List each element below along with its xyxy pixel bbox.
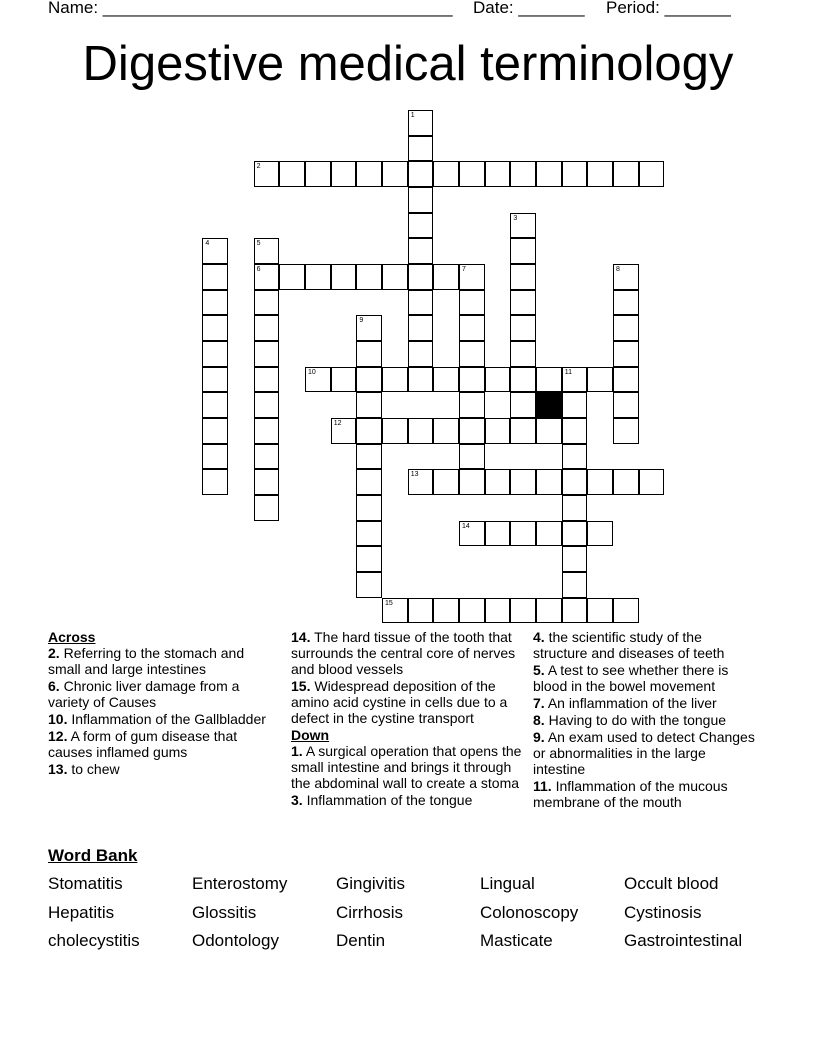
- crossword-cell[interactable]: [562, 598, 588, 624]
- black-square: [536, 392, 562, 418]
- crossword-cell[interactable]: [202, 315, 228, 341]
- clue-number: 7: [462, 266, 466, 274]
- clue-number: 8: [616, 266, 620, 274]
- word-bank-word: Colonoscopy: [480, 903, 579, 922]
- crossword-cell[interactable]: [459, 367, 485, 393]
- crossword-cell[interactable]: [536, 598, 562, 624]
- crossword-cell[interactable]: [356, 341, 382, 367]
- crossword-cell[interactable]: [510, 238, 536, 264]
- clue-down-3: 3. Inflammation of the tongue: [291, 792, 473, 808]
- crossword-cell[interactable]: [408, 341, 434, 367]
- crossword-cell[interactable]: [279, 264, 305, 290]
- crossword-cell[interactable]: [510, 341, 536, 367]
- clue-down-7: 7. An inflammation of the liver: [533, 695, 717, 711]
- crossword-cell[interactable]: [485, 521, 511, 547]
- crossword-cell[interactable]: [356, 521, 382, 547]
- crossword-cell[interactable]: [510, 315, 536, 341]
- clue-number: 13: [410, 471, 419, 479]
- crossword-cell[interactable]: [254, 341, 280, 367]
- crossword-cell[interactable]: [202, 392, 228, 418]
- word-bank-word: Enterostomy: [192, 874, 288, 893]
- crossword-cell[interactable]: [639, 161, 665, 187]
- word-bank-word: Stomatitis: [48, 874, 123, 893]
- crossword-cell[interactable]: [587, 469, 613, 495]
- clue-number: 6: [256, 266, 261, 274]
- crossword-cell[interactable]: [408, 213, 434, 239]
- crossword-cell[interactable]: [459, 598, 485, 624]
- crossword-cell[interactable]: [254, 238, 280, 264]
- crossword-cell[interactable]: [254, 264, 280, 290]
- page-title: Digestive medical terminology: [82, 37, 734, 91]
- crossword-cell[interactable]: [356, 161, 382, 187]
- word-bank-word: Cirrhosis: [336, 903, 404, 922]
- crossword-cell[interactable]: [382, 418, 408, 444]
- crossword-cell[interactable]: [305, 367, 331, 393]
- clue-down-1: 1. A surgical operation that opens the small intestine and brings it through the abdominal wall to create a stoma: [291, 743, 522, 791]
- crossword-cell[interactable]: [382, 161, 408, 187]
- clue-across-6: 6. Chronic liver damage from a variety of Causes: [48, 678, 240, 710]
- crossword-cell[interactable]: [331, 418, 357, 444]
- word-bank-word: Glossitis: [192, 903, 257, 922]
- clue-across-15: 15. Widespread deposition of the amino acid cystine in cells due to a defect in the cystine transport: [291, 678, 508, 726]
- crossword-cell[interactable]: [562, 469, 588, 495]
- crossword-cell[interactable]: [254, 315, 280, 341]
- crossword-cell[interactable]: [613, 469, 639, 495]
- crossword-cell[interactable]: [459, 469, 485, 495]
- word-bank-word: Odontology: [192, 931, 279, 950]
- word-bank-word: Occult blood: [624, 874, 719, 893]
- crossword-cell[interactable]: [562, 367, 588, 393]
- crossword-cell[interactable]: [382, 598, 408, 624]
- crossword-cell[interactable]: [408, 469, 434, 495]
- crossword-cell[interactable]: [356, 444, 382, 470]
- crossword-cell[interactable]: [433, 418, 459, 444]
- clue-number: 2: [256, 163, 261, 171]
- crossword-cell[interactable]: [536, 367, 562, 393]
- crossword-cell[interactable]: [331, 264, 357, 290]
- crossword-cell[interactable]: [459, 161, 485, 187]
- crossword-cell[interactable]: [587, 367, 613, 393]
- crossword-cell[interactable]: [613, 367, 639, 393]
- crossword-cell[interactable]: [485, 418, 511, 444]
- crossword-cell[interactable]: [562, 495, 588, 521]
- crossword-cell[interactable]: [356, 572, 382, 598]
- crossword-cell[interactable]: [433, 367, 459, 393]
- name-field-label[interactable]: Name: _____________________________________: [48, 0, 453, 17]
- crossword-cell[interactable]: [459, 392, 485, 418]
- crossword-cell[interactable]: [459, 418, 485, 444]
- crossword-cell[interactable]: [510, 161, 536, 187]
- crossword-cell[interactable]: [382, 367, 408, 393]
- crossword-cell[interactable]: [254, 367, 280, 393]
- crossword-cell[interactable]: [613, 315, 639, 341]
- crossword-cell[interactable]: [510, 290, 536, 316]
- word-bank-word: cholecystitis: [48, 931, 140, 950]
- crossword-cell[interactable]: [562, 161, 588, 187]
- crossword-cell[interactable]: [613, 161, 639, 187]
- crossword-cell[interactable]: [485, 469, 511, 495]
- crossword-cell[interactable]: [408, 187, 434, 213]
- word-bank-word: Cystinosis: [624, 903, 702, 922]
- crossword-cell[interactable]: [254, 444, 280, 470]
- period-field-label[interactable]: Period: _______: [606, 0, 731, 17]
- clues-column-3: [533, 629, 758, 811]
- crossword-cell[interactable]: [613, 341, 639, 367]
- crossword-cell[interactable]: [254, 418, 280, 444]
- clue-number: 1: [410, 112, 415, 119]
- crossword-cell[interactable]: [356, 367, 382, 393]
- clues-column-2: [291, 629, 523, 809]
- crossword-cell[interactable]: [562, 521, 588, 547]
- crossword-cell[interactable]: [459, 264, 485, 290]
- word-bank-title: Word Bank: [48, 846, 138, 865]
- crossword-cell[interactable]: [202, 264, 228, 290]
- clue-number: 5: [256, 240, 261, 248]
- clues-column-1: [48, 629, 270, 778]
- crossword-cell[interactable]: [433, 161, 459, 187]
- crossword-cell[interactable]: [587, 521, 613, 547]
- clue-across-14: 14. The hard tissue of the tooth that surrounds the central core of nerves and blood vessels: [291, 629, 516, 677]
- down-heading: Down: [291, 727, 330, 743]
- across-heading: Across: [48, 629, 96, 645]
- crossword-cell[interactable]: [356, 264, 382, 290]
- crossword-cell[interactable]: [510, 264, 536, 290]
- crossword-cell[interactable]: [202, 367, 228, 393]
- crossword-cell[interactable]: [510, 367, 536, 393]
- crossword-cell[interactable]: [305, 264, 331, 290]
- crossword-cell[interactable]: [254, 290, 280, 316]
- crossword-cell[interactable]: [536, 521, 562, 547]
- crossword-cell[interactable]: [408, 238, 434, 264]
- crossword-cell[interactable]: [331, 367, 357, 393]
- clue-across-10: 10. Inflammation of the Gallbladder: [48, 711, 266, 727]
- crossword-cell[interactable]: [408, 598, 434, 624]
- crossword-cell[interactable]: [408, 264, 434, 290]
- crossword-cell[interactable]: [433, 469, 459, 495]
- crossword-cell[interactable]: [433, 264, 459, 290]
- crossword-cell[interactable]: [510, 521, 536, 547]
- crossword-cell[interactable]: [536, 469, 562, 495]
- crossword-cell[interactable]: [562, 418, 588, 444]
- crossword-cell[interactable]: [382, 264, 408, 290]
- word-bank-word: Gingivitis: [336, 874, 405, 893]
- crossword-cell[interactable]: [639, 469, 665, 495]
- crossword-cell[interactable]: [485, 367, 511, 393]
- clue-number: 14: [462, 522, 470, 530]
- crossword-cell[interactable]: [459, 315, 485, 341]
- word-bank-word: Dentin: [336, 931, 386, 950]
- crossword-cell[interactable]: [536, 161, 562, 187]
- crossword-cell[interactable]: [510, 469, 536, 495]
- crossword-cell[interactable]: [613, 290, 639, 316]
- crossword-cell[interactable]: [562, 392, 588, 418]
- crossword-cell[interactable]: [510, 418, 536, 444]
- crossword-cell[interactable]: [254, 469, 280, 495]
- clue-number: 9: [359, 317, 364, 325]
- crossword-cell[interactable]: [356, 469, 382, 495]
- clue-number: 3: [513, 214, 518, 222]
- crossword-cell[interactable]: [587, 161, 613, 187]
- crossword-cell[interactable]: [536, 418, 562, 444]
- crossword-cell[interactable]: [408, 290, 434, 316]
- crossword-cell[interactable]: [562, 444, 588, 470]
- crossword-cell[interactable]: [459, 444, 485, 470]
- crossword-cell[interactable]: [613, 392, 639, 418]
- crossword-cell[interactable]: [254, 495, 280, 521]
- crossword-cell[interactable]: [587, 598, 613, 624]
- crossword-cell[interactable]: [408, 418, 434, 444]
- clue-down-5: 5. A test to see whether there is blood in the bowel movement: [533, 662, 729, 694]
- crossword-cell[interactable]: [356, 418, 382, 444]
- crossword-cell[interactable]: [613, 418, 639, 444]
- crossword-cell[interactable]: [356, 546, 382, 572]
- crossword-cell[interactable]: [408, 110, 434, 136]
- clue-across-2: 2. Referring to the stomach and small and large intestines: [48, 645, 245, 677]
- crossword-cell[interactable]: [356, 392, 382, 418]
- crossword-cell[interactable]: [331, 161, 357, 187]
- crossword-cell[interactable]: [202, 444, 228, 470]
- clue-down-4: 4. the scientific study of the structure and diseases of teeth: [533, 629, 725, 661]
- clue-down-11: 11. Inflammation of the mucous membrane of the mouth: [533, 778, 728, 810]
- crossword-cell[interactable]: [202, 238, 228, 264]
- crossword-cell[interactable]: [254, 161, 280, 187]
- word-bank-word: Masticate: [480, 931, 553, 950]
- crossword-cell[interactable]: [613, 264, 639, 290]
- crossword-cell[interactable]: [510, 392, 536, 418]
- crossword-cell[interactable]: [202, 469, 228, 495]
- crossword-cell[interactable]: [485, 161, 511, 187]
- crossword-cell[interactable]: [408, 136, 434, 162]
- crossword-cell[interactable]: [356, 495, 382, 521]
- date-field-label[interactable]: Date: _______: [473, 0, 585, 17]
- crossword-cell[interactable]: [202, 341, 228, 367]
- clue-number: 11: [564, 368, 572, 376]
- clue-number: 10: [308, 368, 316, 376]
- crossword-cell[interactable]: [305, 161, 331, 187]
- crossword-cell[interactable]: [279, 161, 305, 187]
- clue-number: 4: [205, 240, 210, 248]
- word-bank-word: Gastrointestinal: [624, 931, 743, 950]
- crossword-cell[interactable]: [510, 598, 536, 624]
- crossword-cell[interactable]: [202, 290, 228, 316]
- crossword-cell[interactable]: [485, 598, 511, 624]
- crossword-cell[interactable]: [408, 161, 434, 187]
- clue-down-8: 8. Having to do with the tongue: [533, 712, 727, 728]
- word-bank-word: Lingual: [480, 874, 535, 893]
- crossword-cell[interactable]: [356, 315, 382, 341]
- crossword-cell[interactable]: [562, 572, 588, 598]
- clue-number: 15: [385, 599, 393, 607]
- crossword-cell[interactable]: [408, 315, 434, 341]
- crossword-cell[interactable]: [613, 598, 639, 624]
- crossword-cell[interactable]: [202, 418, 228, 444]
- crossword-cell[interactable]: [562, 546, 588, 572]
- crossword-cell[interactable]: [433, 598, 459, 624]
- crossword-cell[interactable]: [459, 290, 485, 316]
- clue-number: 12: [333, 420, 342, 428]
- crossword-cell[interactable]: [459, 341, 485, 367]
- clue-across-12: 12. A form of gum disease that causes inflamed gums: [48, 728, 238, 760]
- word-bank-word: Hepatitis: [48, 903, 115, 922]
- crossword-cell[interactable]: [408, 367, 434, 393]
- clue-down-9: 9. An exam used to detect Changes or abnormalities in the large intestine: [533, 729, 755, 777]
- crossword-cell[interactable]: [459, 521, 485, 547]
- clue-across-13: 13. to chew: [48, 761, 120, 777]
- crossword-cell[interactable]: [254, 392, 280, 418]
- crossword-cell[interactable]: [510, 213, 536, 239]
